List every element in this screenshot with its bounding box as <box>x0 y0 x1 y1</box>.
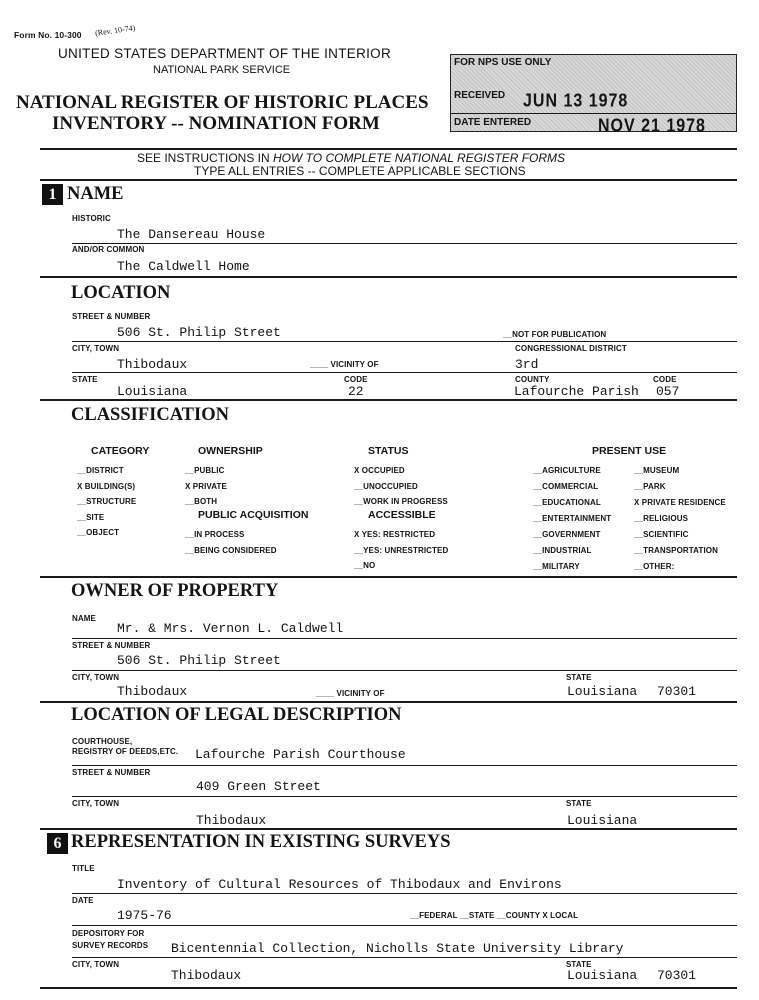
present-use-item: X PRIVATE RESIDENCE <box>634 498 726 507</box>
congressional-district-value: 3rd <box>515 357 539 372</box>
present-use-item: __ENTERTAINMENT <box>533 514 612 523</box>
status-item: X OCCUPIED <box>354 466 405 475</box>
surveys-section-title: REPRESENTATION IN EXISTING SURVEYS <box>71 832 451 852</box>
present-use-item: __MILITARY <box>533 562 580 571</box>
category-item: __OBJECT <box>77 528 120 537</box>
historic-name-value: The Dansereau House <box>117 227 266 242</box>
courthouse-value: Lafourche Parish Courthouse <box>195 747 406 762</box>
present-use-item: __RELIGIOUS <box>634 514 689 523</box>
ownership-item: X PRIVATE <box>185 481 227 491</box>
owner-street-label: STREET & NUMBER <box>72 641 151 650</box>
acquisition-item: __BEING CONSIDERED <box>185 545 277 555</box>
historic-label: HISTORIC <box>72 214 111 223</box>
present-use-heading: PRESENT USE <box>592 445 667 457</box>
survey-state-label: STATE <box>566 960 592 969</box>
location-state-code: 22 <box>348 384 364 399</box>
survey-city-label: CITY, TOWN <box>72 960 120 969</box>
survey-date-value: 1975-76 <box>117 908 172 923</box>
survey-state-value: Louisiana <box>567 968 638 983</box>
present-use-item: __OTHER: <box>634 562 675 571</box>
common-name-label: AND/OR COMMON <box>72 245 145 254</box>
owner-name-label: NAME <box>72 614 96 623</box>
department-name: UNITED STATES DEPARTMENT OF THE INTERIOR <box>58 46 392 61</box>
form-title-line1: NATIONAL REGISTER OF HISTORIC PLACES <box>16 92 429 113</box>
present-use-item: __EDUCATIONAL <box>533 498 601 507</box>
nps-box-heading: FOR NPS USE ONLY <box>454 57 552 68</box>
category-heading: CATEGORY <box>91 445 150 457</box>
received-label: RECEIVED <box>454 90 506 101</box>
legal-section-title: LOCATION OF LEGAL DESCRIPTION <box>71 705 402 725</box>
revision-note: (Rev. 10-74) <box>94 23 136 38</box>
location-state-label: STATE <box>72 375 98 384</box>
accessible-list <box>354 527 448 574</box>
present-use-item: __MUSEUM <box>634 466 680 475</box>
legal-street-label: STREET & NUMBER <box>72 768 151 777</box>
owner-city-label: CITY, TOWN <box>72 673 120 682</box>
survey-title-label: TITLE <box>72 864 95 873</box>
status-item: __WORK IN PROGRESS <box>354 497 448 506</box>
acquisition-list <box>185 527 277 558</box>
legal-street-value: 409 Green Street <box>196 779 321 794</box>
present-use-item: __INDUSTRIAL <box>533 546 592 555</box>
courthouse-label-1: COURTHOUSE, <box>72 737 133 746</box>
accessible-item: __NO <box>354 561 376 570</box>
courthouse-label-2: REGISTRY OF DEEDS,ETC. <box>72 747 179 756</box>
owner-city-value: Thibodaux <box>117 684 188 699</box>
location-county-code: 057 <box>656 384 680 399</box>
location-vicinity: ____ VICINITY OF <box>310 360 379 369</box>
survey-city-value: Thibodaux <box>171 968 242 983</box>
present-use-item: __PARK <box>634 482 666 491</box>
category-item: __STRUCTURE <box>77 497 137 506</box>
name-section-title: NAME <box>67 184 124 204</box>
survey-title-value: Inventory of Cultural Resources of Thibodaux and Environs <box>117 877 562 892</box>
present-use-item: __SCIENTIFIC <box>634 530 689 539</box>
legal-city-value: Thibodaux <box>196 813 267 828</box>
location-code-label: CODE <box>344 375 368 384</box>
present-use-item: __COMMERCIAL <box>533 482 599 491</box>
instructions-line1: SEE INSTRUCTIONS IN HOW TO COMPLETE NATIONAL REGISTER FORMS <box>137 151 566 165</box>
category-item: __DISTRICT <box>77 466 124 475</box>
survey-zip-value: 70301 <box>657 968 697 983</box>
received-stamp: JUN 13 1978 <box>523 91 629 112</box>
location-street-value: 506 St. Philip Street <box>117 325 281 340</box>
depository-value: Bicentennial Collection, Nicholls State University Library <box>171 941 624 956</box>
location-city-label: CITY, TOWN <box>72 344 120 353</box>
ownership-item: __PUBLIC <box>185 466 225 475</box>
owner-state-label: STATE <box>566 673 592 682</box>
ownership-list <box>185 463 227 510</box>
legal-city-label: CITY, TOWN <box>72 799 120 808</box>
not-for-publication: __NOT FOR PUBLICATION <box>503 330 607 339</box>
category-item: X BUILDING(S) <box>77 481 136 491</box>
ownership-item: __BOTH <box>185 497 218 506</box>
status-list <box>354 463 448 510</box>
owner-section-title: OWNER OF PROPERTY <box>71 581 279 601</box>
present-use-column-1 <box>533 463 611 575</box>
owner-state-value: Louisiana <box>567 684 638 699</box>
owner-vicinity: ____ VICINITY OF <box>316 689 385 698</box>
instructions-line2: TYPE ALL ENTRIES -- COMPLETE APPLICABLE SECTIONS <box>194 164 526 178</box>
legal-state-label: STATE <box>566 799 592 808</box>
status-item: __UNOCCUPIED <box>354 481 418 491</box>
section-number-1: 1 <box>42 184 63 205</box>
present-use-item: __GOVERNMENT <box>533 530 601 539</box>
owner-street-value: 506 St. Philip Street <box>117 653 281 668</box>
classification-section-title: CLASSIFICATION <box>71 405 229 425</box>
accessible-item: __YES: UNRESTRICTED <box>354 545 449 555</box>
location-county-value: Lafourche Parish <box>514 384 639 399</box>
location-county-label: COUNTY <box>515 375 550 384</box>
survey-date-label: DATE <box>72 896 94 905</box>
acquisition-item: __IN PROCESS <box>185 530 245 539</box>
accessible-item: X YES: RESTRICTED <box>354 530 436 539</box>
location-section-title: LOCATION <box>71 283 171 303</box>
location-street-label: STREET & NUMBER <box>72 312 151 321</box>
category-item: __SITE <box>77 512 105 522</box>
status-heading: STATUS <box>368 445 409 457</box>
category-list <box>77 463 136 541</box>
present-use-column-2 <box>634 463 726 575</box>
nps-use-box <box>450 54 737 137</box>
form-title-line2: INVENTORY -- NOMINATION FORM <box>52 113 380 134</box>
depository-label-1: DEPOSITORY FOR <box>72 929 145 938</box>
date-entered-stamp: NOV 21 1978 <box>598 116 706 137</box>
legal-state-value: Louisiana <box>567 813 638 828</box>
section-number-6: 6 <box>47 833 68 854</box>
congressional-district-label: CONGRESSIONAL DISTRICT <box>515 344 627 353</box>
location-city-value: Thibodaux <box>117 357 188 372</box>
service-name: NATIONAL PARK SERVICE <box>153 64 291 76</box>
present-use-item: __AGRICULTURE <box>533 466 601 475</box>
location-state-value: Louisiana <box>117 384 188 399</box>
location-county-code-label: CODE <box>653 375 677 384</box>
form-number: Form No. 10-300 <box>14 30 82 40</box>
depository-label-2: SURVEY RECORDS <box>72 941 149 950</box>
date-entered-label: DATE ENTERED <box>454 117 532 128</box>
accessible-heading: ACCESSIBLE <box>368 509 436 521</box>
public-acquisition-heading: PUBLIC ACQUISITION <box>198 509 309 521</box>
common-name-value: The Caldwell Home <box>117 259 250 274</box>
owner-zip-value: 70301 <box>657 684 697 699</box>
present-use-item: __TRANSPORTATION <box>634 546 718 555</box>
owner-name-value: Mr. & Mrs. Vernon L. Caldwell <box>117 621 344 636</box>
survey-levels: __FEDERAL __STATE __COUNTY X LOCAL <box>410 911 579 920</box>
ownership-heading: OWNERSHIP <box>198 445 263 457</box>
